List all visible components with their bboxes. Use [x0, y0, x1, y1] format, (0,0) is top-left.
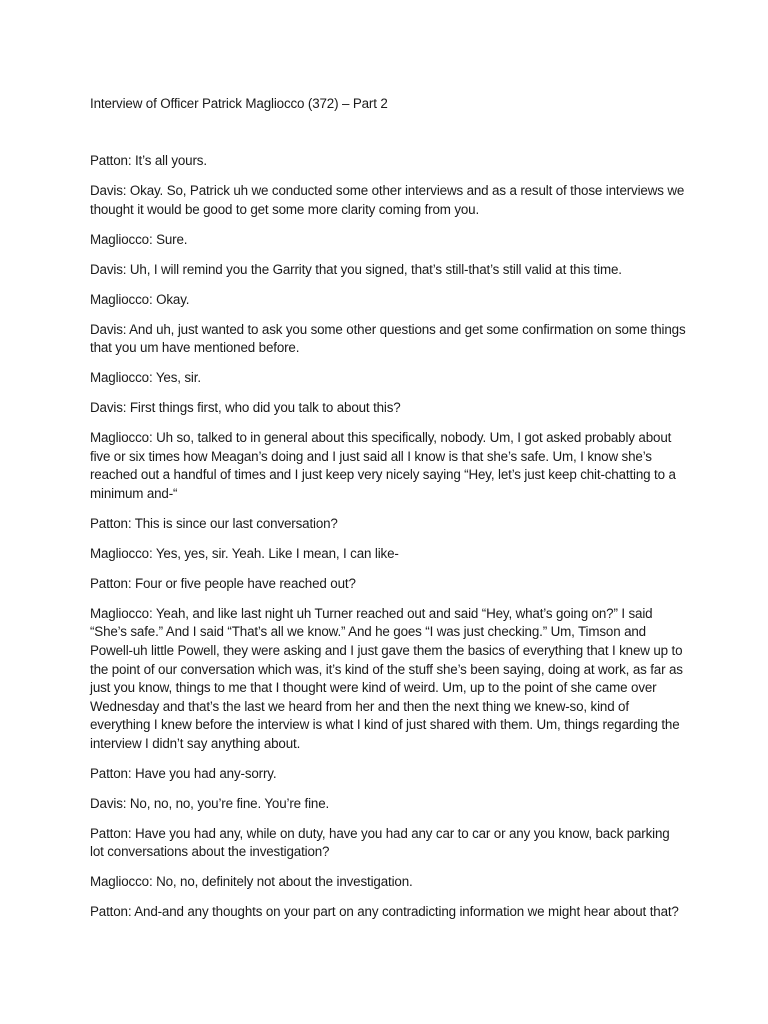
transcript-line	[90, 873, 686, 892]
transcript-line	[90, 545, 686, 564]
speaker-name: Magliocco :	[90, 430, 156, 445]
utterance-text: It’s all yours.	[134, 153, 207, 168]
transcript-line	[90, 903, 686, 922]
transcript-line	[90, 182, 686, 219]
transcript-line	[90, 261, 686, 280]
transcript-line	[90, 605, 686, 754]
utterance-text: Sure.	[156, 231, 188, 247]
transcript	[90, 152, 686, 933]
speaker-name: Patton :	[90, 826, 135, 841]
transcript-line	[90, 231, 686, 250]
utterance-text: No, no, no, you’re fine. You’re fine.	[129, 795, 330, 811]
transcript-line	[90, 575, 686, 594]
transcript-line	[90, 825, 686, 862]
speaker-name: Magliocco :	[90, 370, 156, 385]
speaker-name: Patton :	[90, 516, 135, 531]
speaker-name: Davis :	[90, 262, 130, 277]
utterance-text: Uh, I will remind you the Garrity that you signed, that’s still-that’s still valid at this time.	[129, 261, 622, 277]
speaker-name: Davis :	[90, 400, 130, 415]
utterance-text: Have you had any-sorry.	[134, 765, 277, 781]
speaker-name: Patton :	[90, 904, 134, 919]
speaker-name: Magliocco :	[90, 232, 156, 247]
utterance-text: Yes, sir.	[155, 370, 201, 386]
speaker-name: Davis :	[90, 796, 130, 811]
utterance-text: This is since our last conversation?	[134, 515, 338, 531]
utterance-text: And uh, just wanted to ask you some other questions and get some confirmation on some things that you um have mentioned before.	[90, 321, 686, 356]
speaker-name: Davis :	[90, 322, 129, 337]
speaker-name: Davis :	[90, 183, 130, 198]
utterance-text: No, no, definitely not about the investigation.	[156, 874, 413, 890]
speaker-name: Magliocco :	[90, 874, 156, 889]
utterance-text: Four or five people have reached out?	[134, 575, 356, 591]
utterance-text: Have you had any, while on duty, have you had any car to car or any you know, back parking lot conversations about the investigation?	[90, 825, 670, 860]
speaker-name: Patton :	[90, 153, 135, 168]
utterance-text: Uh so, talked to in general about this specifically, nobody. Um, I got asked probably about five or six times how Meagan’s doing and I just said all I know is that she’s safe. Um, I know she’s reached out a handful of times and I just keep very nicely saying “Hey, let’s just keep chit-chatting to a minimum and-“	[90, 430, 676, 501]
transcript-line	[90, 515, 686, 534]
document-title: Interview of Officer Patrick Magliocco (372) – Part 2	[90, 96, 388, 111]
speaker-name: Patton :	[90, 766, 135, 781]
utterance-text: Okay.	[156, 291, 190, 307]
utterance-text: First things first, who did you talk to about this?	[129, 400, 401, 416]
speaker-name: Magliocco :	[90, 546, 156, 561]
transcript-line	[90, 765, 686, 784]
transcript-line	[90, 321, 686, 358]
transcript-line	[90, 399, 686, 418]
transcript-line	[90, 369, 686, 388]
transcript-line	[90, 152, 686, 171]
speaker-name: Magliocco :	[90, 292, 156, 307]
transcript-line	[90, 795, 686, 814]
utterance-text: Yeah, and like last night uh Turner reached out and said “Hey, what’s going on?” I said “She’s safe.” And I said “That’s all we know.” And he goes “I was just checking.” Um, Timson and Powell-uh little Powell, they were asking and I just gave them the basics of everything that I knew up to the point of our conversation which was, it’s kind of the stuff she’s been saying, doing at work, as far as just you know, things to me that I thought were kind of weird. Um, up to the point of she came over Wednesday and that’s the last we heard from her and then the next thing we knew-so, kind of everything I knew before the interview is what I kind of just shared with them. Um, things regarding the interview I didn’t say anything about.	[90, 605, 683, 751]
utterance-text: Okay. So, Patrick uh we conducted some other interviews and as a result of those interviews we thought it would be good to get some more clarity coming from you.	[90, 182, 685, 217]
utterance-text: And-and any thoughts on your part on any contradicting information we might hear about that?	[134, 904, 679, 920]
transcript-line	[90, 429, 686, 503]
transcript-line	[90, 291, 686, 310]
utterance-text: Yes, yes, sir. Yeah. Like I mean, I can like-	[155, 545, 399, 561]
speaker-name: Patton :	[90, 576, 135, 591]
speaker-name: Magliocco :	[90, 606, 156, 621]
